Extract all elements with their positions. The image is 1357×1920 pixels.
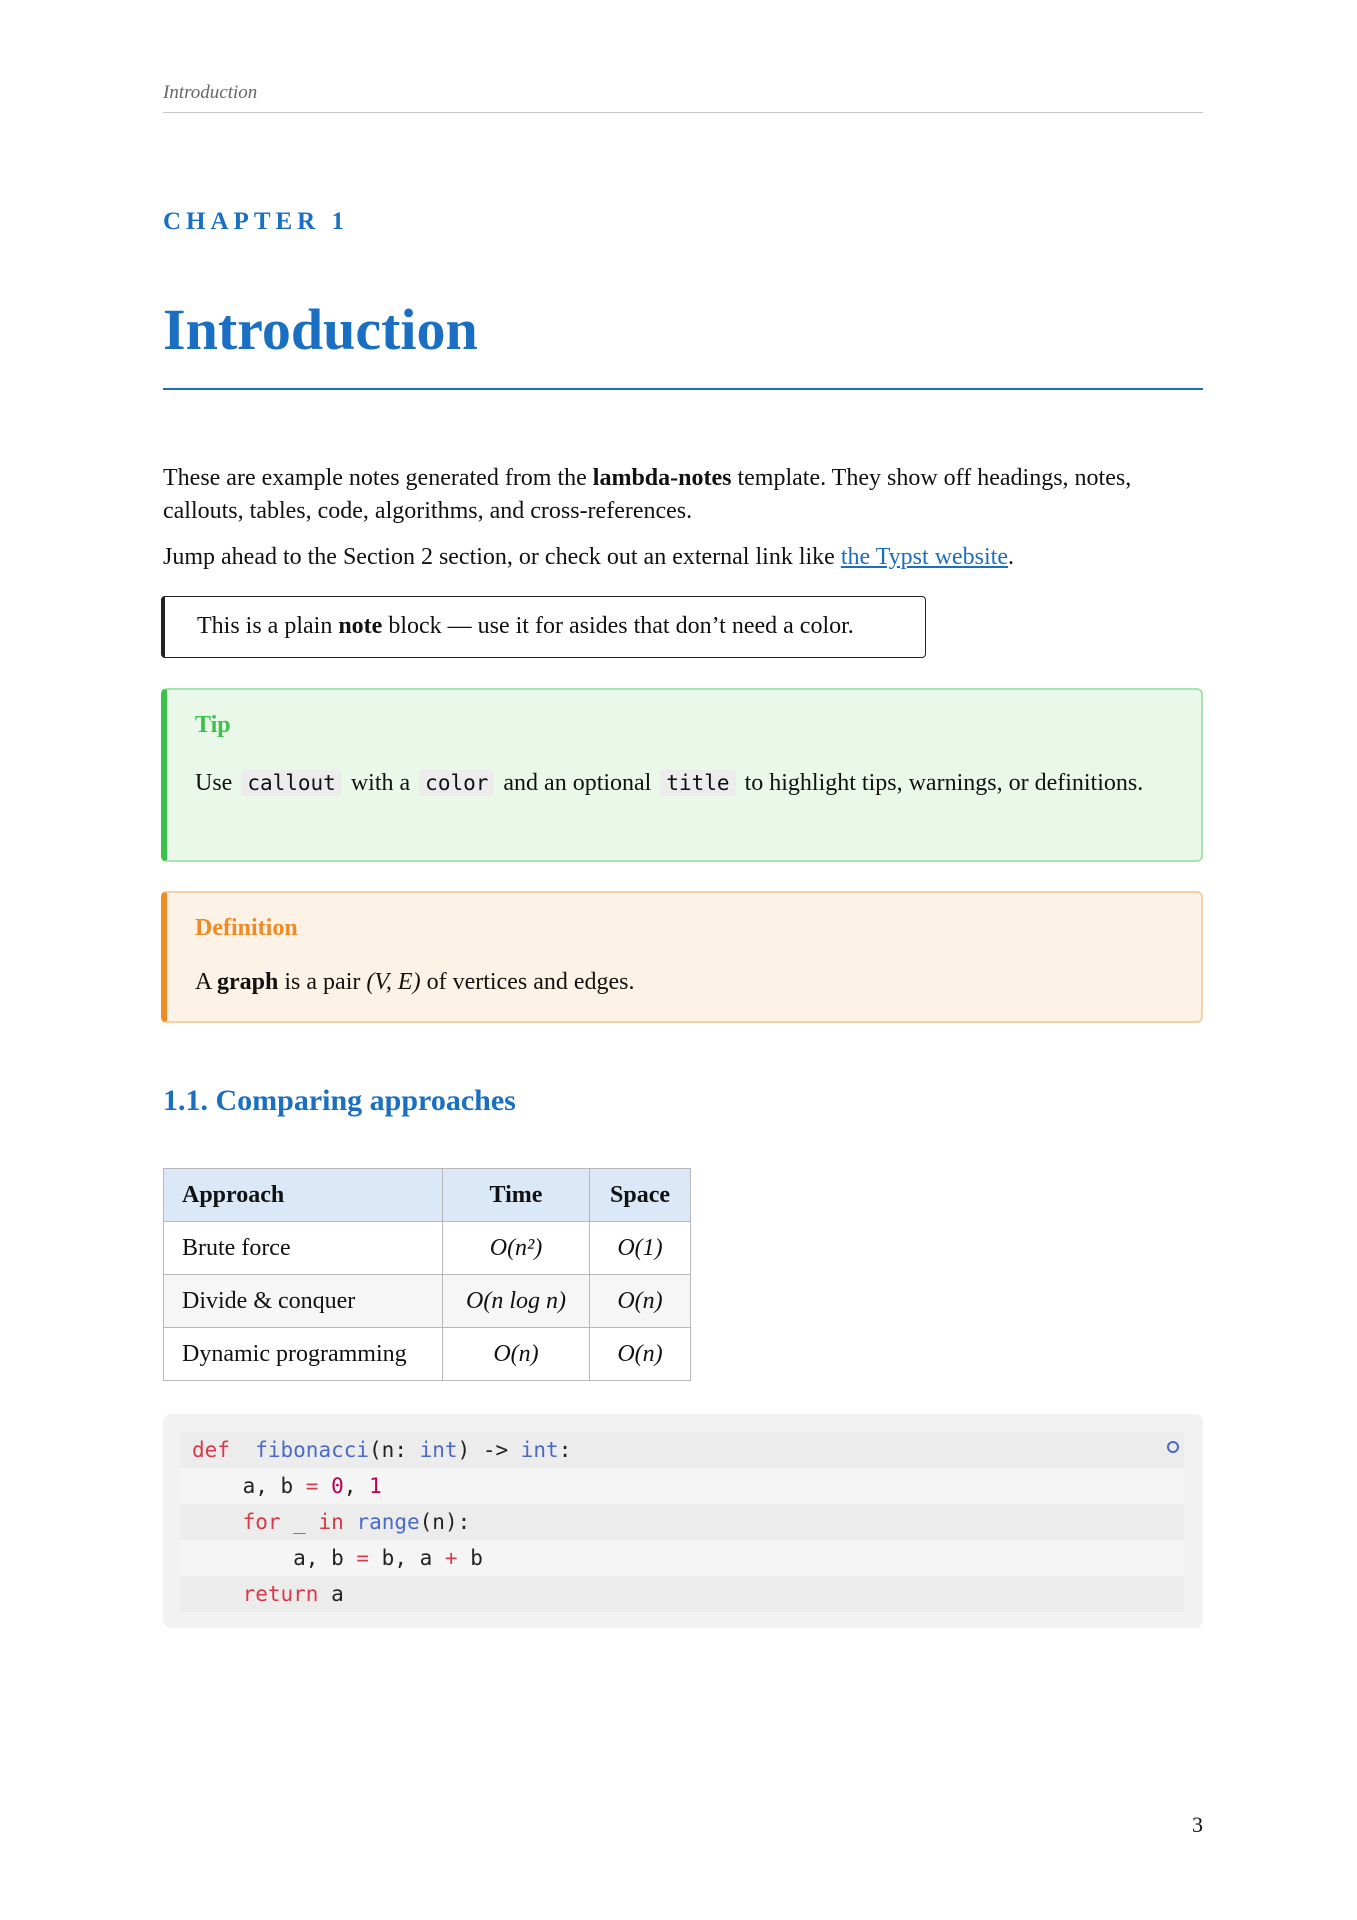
table-cell: O(n)	[443, 1328, 590, 1381]
tip-title: Tip	[195, 712, 231, 738]
code-token: +	[444, 1546, 458, 1570]
math-pair: (V, E)	[366, 969, 421, 995]
code-token: fibonacci	[255, 1438, 370, 1462]
code-token: int	[419, 1438, 458, 1462]
tip-text: with a	[344, 770, 417, 796]
definition-body	[195, 964, 1173, 1000]
table-cell: O(n²)	[443, 1222, 590, 1275]
code-token: range	[356, 1510, 420, 1534]
table-row	[164, 1222, 691, 1275]
table-header: Time	[443, 1169, 590, 1222]
code-token: return	[242, 1582, 319, 1606]
table-header: Space	[590, 1169, 691, 1222]
section-heading: 1.1. Comparing approaches	[163, 1084, 516, 1117]
code-token: :	[558, 1438, 572, 1462]
table-cell: O(n)	[590, 1275, 691, 1328]
code-token: _	[293, 1510, 306, 1534]
note-block	[161, 596, 926, 658]
definition-callout	[161, 891, 1203, 1023]
tip-text: Use	[195, 770, 239, 796]
inline-code-color: color	[419, 770, 494, 796]
code-token: def	[192, 1438, 230, 1462]
intro-paragraph	[163, 462, 1203, 528]
table-header-row	[164, 1169, 691, 1222]
table-cell: O(1)	[590, 1222, 691, 1275]
links-text-end: .	[1008, 544, 1015, 570]
code-token: ,	[343, 1474, 370, 1498]
page-number: 3	[1192, 1812, 1203, 1837]
code-line	[180, 1432, 1184, 1468]
code-token: in	[318, 1510, 344, 1534]
definition-title: Definition	[195, 915, 298, 941]
code-token: 0	[331, 1474, 344, 1498]
code-token	[281, 1510, 294, 1534]
code-token	[306, 1510, 319, 1534]
code-token: a	[318, 1582, 344, 1606]
running-header: Introduction	[163, 82, 1203, 113]
definition-term: graph	[217, 969, 279, 995]
code-token	[192, 1582, 243, 1606]
comparison-table	[163, 1168, 691, 1381]
tip-text: to highlight tips, warnings, or definitions.	[738, 770, 1144, 796]
inline-code-callout: callout	[241, 770, 342, 796]
definition-text: of vertices and edges.	[420, 969, 635, 995]
table-cell: Brute force	[164, 1222, 443, 1275]
code-token: int	[520, 1438, 559, 1462]
intro-text: These are example notes generated from the	[163, 465, 593, 491]
links-text: Jump ahead to the Section 2 section, or check out an external link like	[163, 544, 841, 570]
table-cell: O(n)	[590, 1328, 691, 1381]
table-cell: Divide & conquer	[164, 1275, 443, 1328]
copy-icon[interactable]	[1167, 1441, 1179, 1453]
tip-text: and an optional	[497, 770, 658, 796]
code-token	[318, 1474, 331, 1498]
table-cell: Dynamic programming	[164, 1328, 443, 1381]
code-token: a, b	[192, 1546, 357, 1570]
code-token: b, a	[369, 1546, 445, 1570]
code-token: (n):	[419, 1510, 471, 1534]
table-cell: O(n log n)	[443, 1275, 590, 1328]
chapter-label: CHAPTER 1	[163, 208, 349, 235]
intro-text-cont: template. They show off headings, notes, callouts, tables, code, algorithms, and cross-references.	[163, 465, 1132, 524]
code-token: =	[305, 1474, 319, 1498]
code-block	[163, 1414, 1203, 1628]
note-text: This is a plain	[197, 613, 339, 639]
links-paragraph	[163, 541, 1203, 574]
table-header: Approach	[164, 1169, 443, 1222]
chapter-title: Introduction	[163, 298, 1203, 390]
tip-callout	[161, 688, 1203, 862]
code-token: for	[242, 1510, 281, 1534]
code-token	[230, 1438, 255, 1462]
code-line	[180, 1504, 1184, 1540]
code-line	[180, 1576, 1184, 1612]
code-token: a, b	[192, 1474, 306, 1498]
typst-website-link[interactable]: the Typst website	[840, 544, 1009, 570]
code-line	[180, 1540, 1184, 1576]
note-text-end: block — use it for asides that don’t need a color.	[382, 613, 854, 639]
code-token: (n:	[369, 1438, 420, 1462]
definition-text: is a pair	[278, 969, 367, 995]
code-token	[192, 1510, 243, 1534]
code-token: ) ->	[457, 1438, 521, 1462]
code-token: b	[457, 1546, 483, 1570]
code-token: 1	[369, 1474, 382, 1498]
code-line	[180, 1468, 1184, 1504]
definition-text: A	[195, 969, 218, 995]
template-name: lambda-notes	[592, 465, 732, 491]
code-token: =	[356, 1546, 370, 1570]
table-row	[164, 1275, 691, 1328]
table-row	[164, 1328, 691, 1381]
tip-body	[195, 765, 1173, 801]
code-token	[344, 1510, 357, 1534]
inline-code-title: title	[660, 770, 735, 796]
note-bold: note	[338, 613, 383, 639]
code-lines	[180, 1432, 1184, 1612]
